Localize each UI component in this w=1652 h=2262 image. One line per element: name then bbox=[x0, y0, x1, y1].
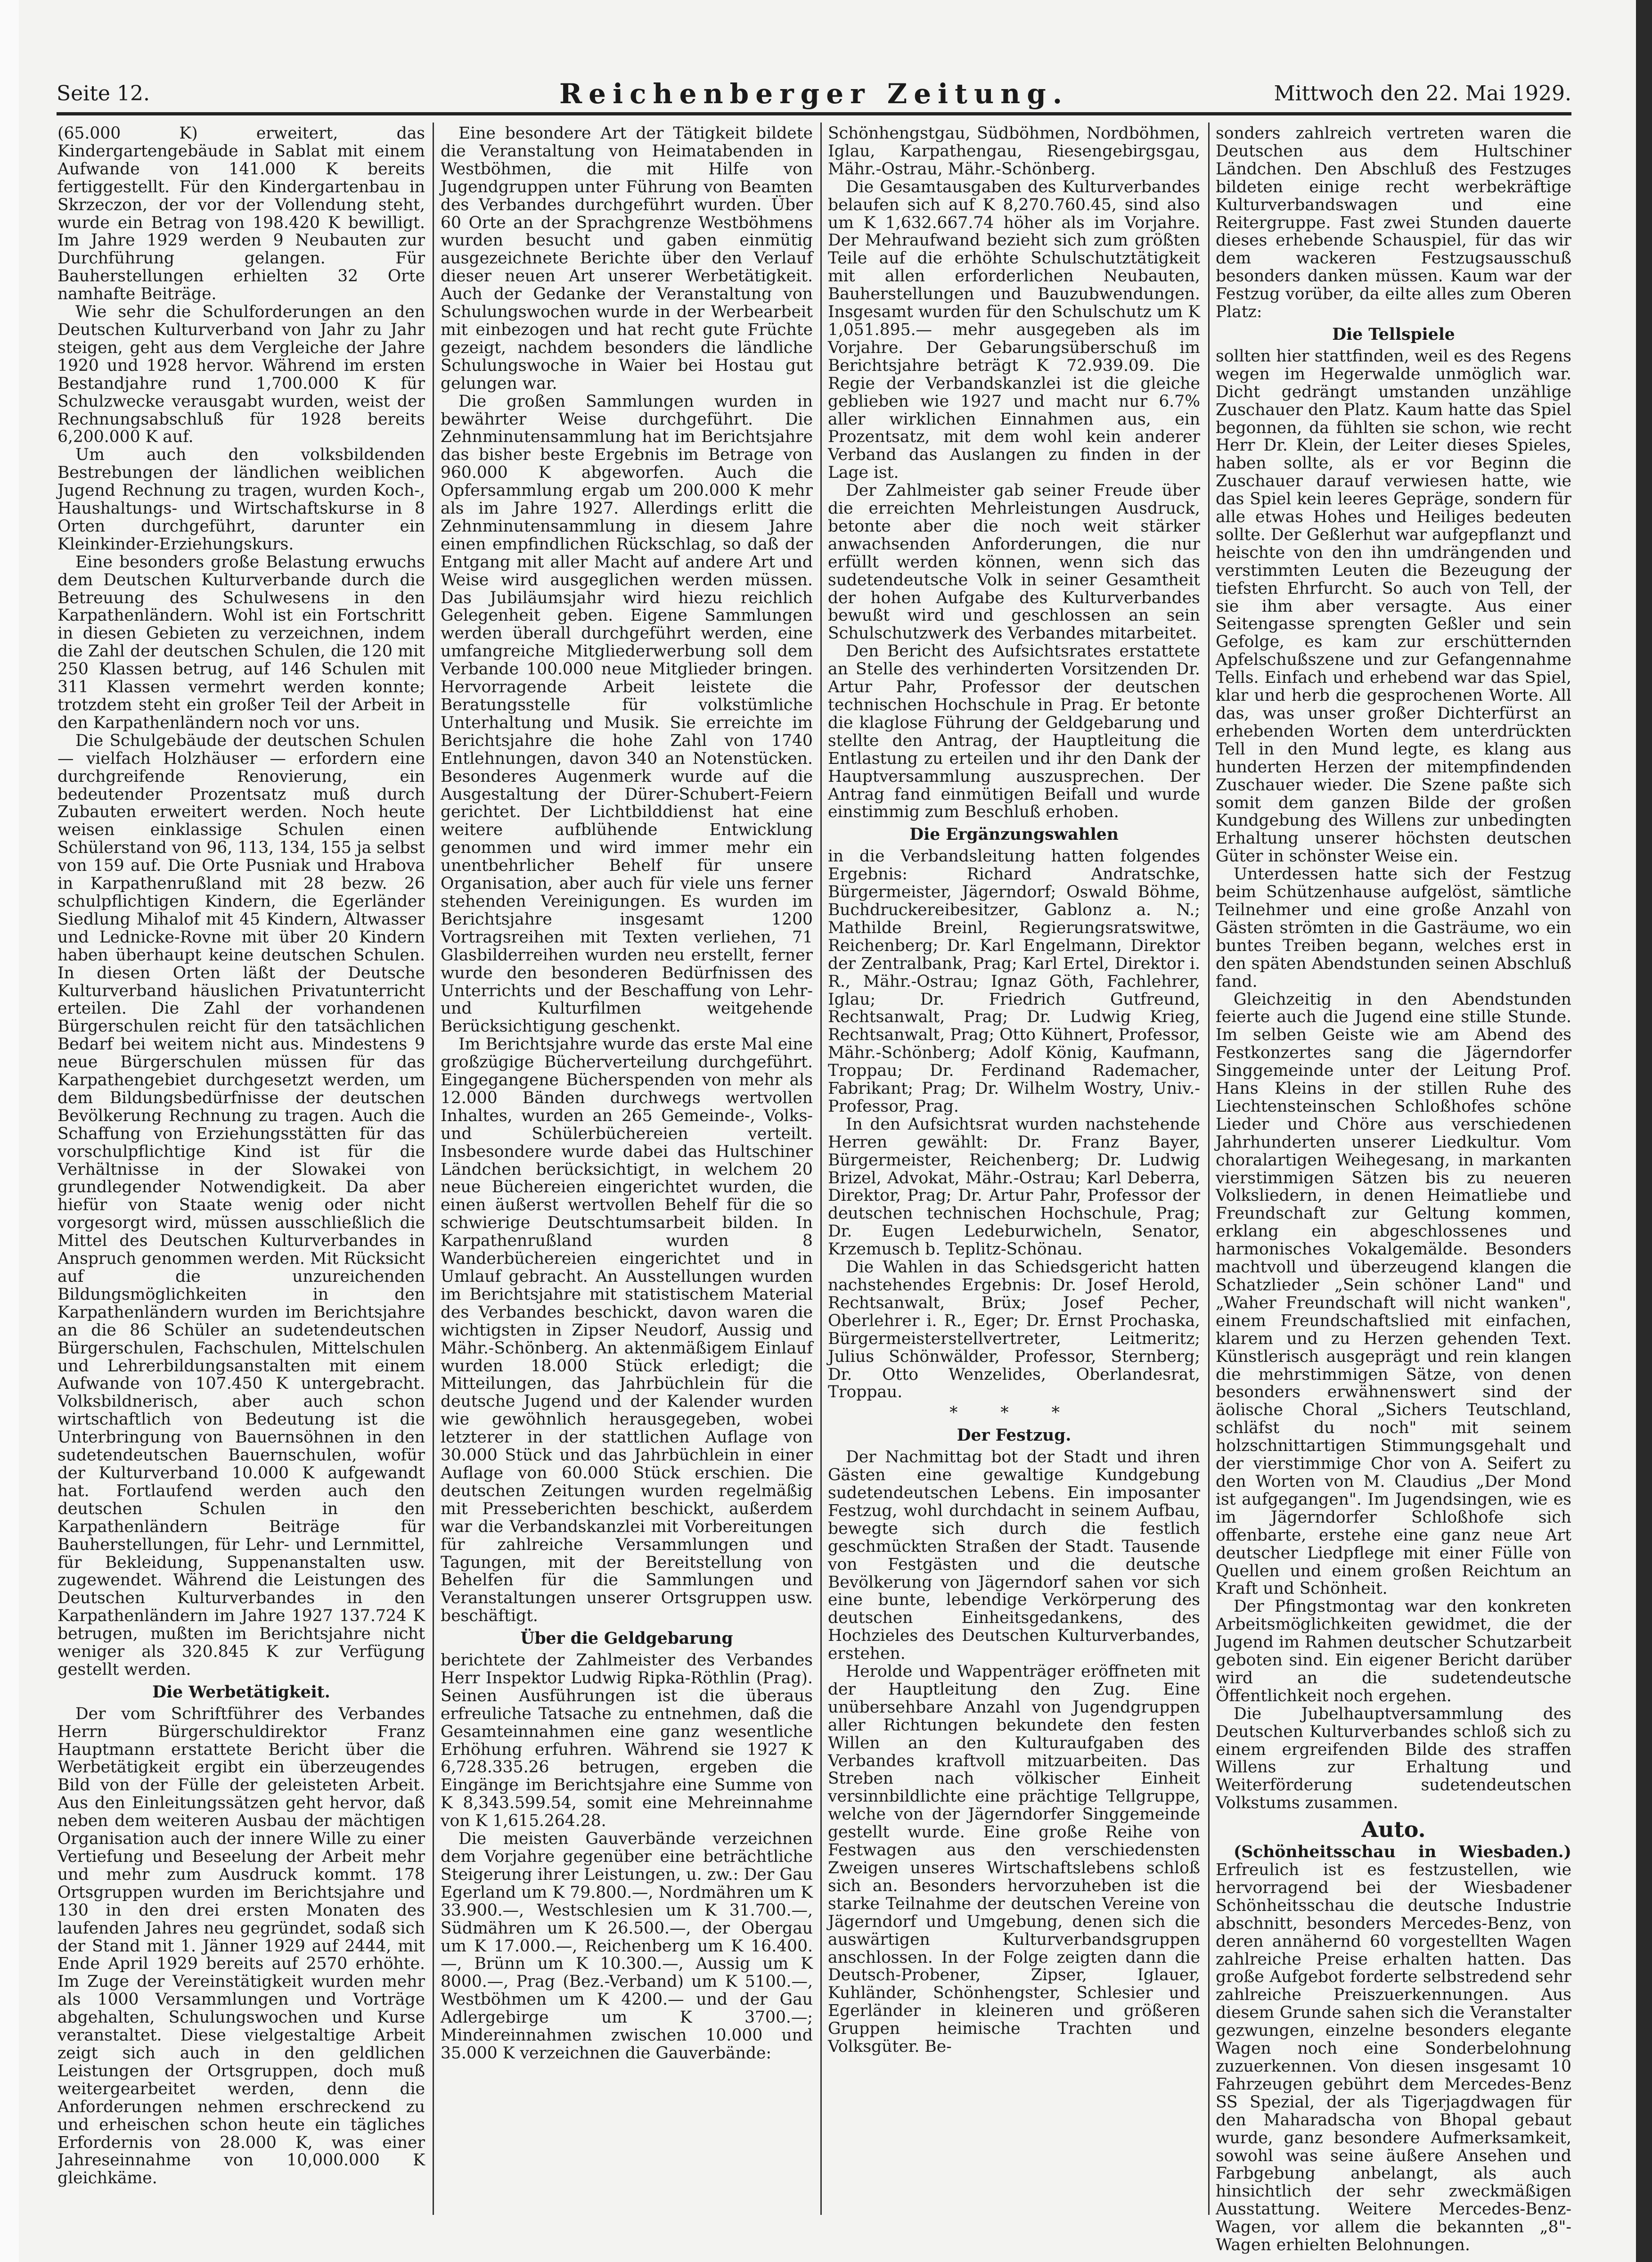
auto-article bbox=[1216, 1844, 1571, 2254]
paragraph: Den Bericht des Aufsichtsrates erstattete an Stelle des verhinderten Vorsitzenden Dr. Artur Pahr, Professor der deutschen technischen Hochschule in Prag. Er betonte die klaglose Führung der Geldgebarung und stellte den Antrag, der Hauptleitung die Entlastung zu erteilen und ihr den Dank der Hauptversammlung auszusprechen. Der Antrag fand einmütigen Beifall und wurde einstimmig zum Beschluß erhoben. bbox=[828, 642, 1200, 822]
paragraph: Die großen Sammlungen wurden in bewährter Weise durchgeführt. Die Zehnminutensammlung hat im Berichtsjahre das bisher beste Ergebnis im Betrage von 960.000 K abgeworfen. Auch die Opfersammlung ergab um 200.000 K mehr als im Jahre 1927. Allerdings erlitt die Zehnminutensammlung in diesem Jahre einen empfindlichen Rückschlag, so daß der Entgang mit aller Macht auf andere Art und Weise wird ausgeglichen werden müssen. Das Jubiläumsjahr wird hiezu reichlich Gelegenheit geben. Eigene Sammlungen werden überall durchgeführt werden, eine umfangreiche Mitgliederwerbung soll dem Verbande 100.000 neue Mitglieder bringen. Hervorragende Arbeit leistete die Beratungsstelle für volkstümliche Unterhaltung und Musik. Sie erreichte im Berichtsjahre die hohe Zahl von 1740 Entlehnungen, davon 340 an Notenstücken. Besonderes Augenmerk wurde auf die Ausgestaltung der Dürer-Schubert-Feiern gerichtet. Der Lichtbilddienst hat eine weitere aufblühende Entwicklung genommen und wird immer mehr ein unentbehrlicher Behelf für unsere Organisation, aber auch für viele uns ferner stehenden Vereinigungen. Es wurden im Berichtsjahre insgesamt 1200 Vortragsreihen mit Texten verliehen, 71 Glasbilderreihen wurden neu erstellt, ferner wurde den besonderen Bedürfnissen des Unterrichts und der Beschaffung von Lehr- und Kulturfilmen weitgehende Berücksichtigung geschenkt. bbox=[441, 392, 813, 1036]
article-lead: (Schönheitsschau in Wiesbaden.) bbox=[1234, 1843, 1571, 1862]
section-heading: Die Tellspiele bbox=[1332, 325, 1455, 344]
paragraph: Die Gesamtausgaben des Kulturverbandes belaufen sich auf K 8,270.760.45, sind also um K 1,632.667.74 höher als im Vorjahre. Der Mehraufwand bezieht sich zum größten Teile auf die erhöhte Schulschutztätigkeit mit allen erforderlichen Neubauten, Bauherstellungen und Bauzubwendungen. Insgesamt wurden für den Schulschutz um K 1,051.895.— mehr ausgegeben als im Vorjahre. Der Gebarungsüberschuß im Berichtsjahre beträgt K 72.939.09. Die Regie der Verbandskanzlei ist die gleiche geblieben wie 1927 und macht nur 6.7% aller wirklichen Einnahmen aus, ein Prozentsatz, mit dem wohl kein anderer Verband das Auslangen zu finden in der Lage ist. bbox=[828, 177, 1200, 483]
column-2 bbox=[441, 125, 813, 2215]
paragraph: Gleichzeitig in den Abendstunden feierte auch die Jugend eine stille Stunde. Im selben Geiste wie am Abend des Festkonzertes sang die Jägerndorfer Singgemeinde unter der Leitung Prof. Hans Kleins in der stillen Ruhe des Liechtensteinschen Schloßhofes schöne Lieder und Chöre aus verschiedenen Jahrhunderten unserer Liedkultur. Vom choralartigen Weihegesang, in markanten vierstimmigen Sätzen bis zu neueren Volksliedern, in denen Heimatliebe und Freundschaft zur Geltung kommen, erklang ein abgeschlossenes und harmonisches Vokalgemälde. Besonders machtvoll und überzeugend klangen die Schatzlieder „Sein schöner Land" und „Waher Freundschaft will nicht wanken", einem Freundschaftslied mit einfachen, klarem und zu Herzen gehenden Text. Künstlerisch ausgeprägt und rein klangen die mehrstimmigen Sätze, von denen besonders erwähnenswert sind der äolische Choral „Sichers Teutschland, schläfst du noch" mit seinem holzschnittartigen Stimmungsgehalt und der vierstimmige Chor von A. Seifert zu den Worten von M. Claudius „Der Mond ist aufgegangen". Im Jugendsingen, wie es im Jägerndorfer Schloßhofe sich offenbarte, erstehe eine ganz neue Art deutscher Liedpflege mit einer Fülle von Quellen und einem großen Reichtum an Kraft und Schönheit. bbox=[1216, 990, 1571, 1598]
paragraph: berichtete der Zahlmeister des Verbandes Herr Inspektor Ludwig Ripka-Röthlin (Prag). Seinen Ausführungen ist die überaus erfreuliche Tatsache zu entnehmen, daß die Gesamteinnahmen eine ganz wesentliche Erhöhung erfuhren. Während sie 1927 K 6,728.335.26 betrugen, ergeben die Eingänge im Berichtsjahre eine Summe von K 8,343.599.54, somit eine Mehreinnahme von K 1,615.264.28. bbox=[441, 1651, 813, 1831]
paragraph: Die Wahlen in das Schiedsgericht hatten nachstehendes Ergebnis: Dr. Josef Herold, Rechtsanwalt, Brüx; Josef Pecher, Oberlehrer i. R., Eger; Dr. Ernst Prochaska, Bürgermeisterstellvertreter, Leitmeritz; Julius Schönwälder, Professor, Sternberg; Dr. Otto Wenzelides, Oberlandesrat, Troppau. bbox=[828, 1258, 1200, 1402]
scan-margin-left bbox=[0, 0, 19, 2262]
column-divider bbox=[433, 123, 434, 2215]
paragraph: Der vom Schriftführer des Verbandes Herrn Bürgerschuldirektor Franz Hauptmann erstattete Bericht über die Werbetätigkeit ergibt ein überzeugendes Bild von der Fülle der geleisteten Arbeit. Aus den Einleitungssätzen geht hervor, daß neben dem weiteren Ausbau der mächtigen Organisation auch der innere Wille zu einer Vertiefung und Beseelung der Arbeit mehr und mehr zum Ausdruck kommt. 178 Ortsgruppen wurden im Berichtsjahre und 130 in den drei ersten Monaten des laufenden Jahres neu gegründet, sodaß sich der Stand mit 1. Jänner 1929 auf 2444, mit Ende April 1929 bereits auf 2570 erhöhte. Im Zuge der Vereinstätigkeit wurden mehr als 1000 Versammlungen und Vorträge abgehalten, Schulungswochen und Kurse veranstaltet. Diese vielgestaltige Arbeit zeigt sich auch in den geldlichen Leistungen der Ortsgruppen, doch muß weitergearbeitet werden, denn die Anforderungen nehmen erschreckend zu und erheischen schon heute ein tägliches Erfordernis von 28.000 K, was einer Jahreseinnahme von 10,000.000 K gleichkäme. bbox=[57, 1704, 425, 2188]
page-header bbox=[57, 73, 1571, 111]
paragraph: Herolde und Wappenträger eröffneten mit der Hauptleitung den Zug. Eine unübersehbare Anzahl von Jugendgruppen aller Richtungen bekundete den festen Willen an den Kulturaufgaben des Verbandes kraftvoll mitzuarbeiten. Das Streben nach völkischer Einheit versinnbildlichte eine prächtige Tellgruppe, welche von der Jägerndorfer Singgemeinde gestellt wurde. Eine große Reihe von Festwagen aus den verschiedensten Zweigen unseres Wirtschaftslebens schloß sich an. Besonders hervorzuheben ist die starke Teilnahme der deutschen Vereine von Jägerndorf und Umgebung, denen sich die auswärtigen Kulturverbandsgruppen anschlossen. In der Folge zeigten dann die Deutsch-Probener, Zipser, Iglauer, Kuhländer, Schönhengster, Schlesier und Egerländer in kleineren und größeren Gruppen heimische Trachten und Volksgüter. Be- bbox=[828, 1662, 1200, 2057]
paragraph: Die meisten Gauverbände verzeichnen dem Vorjahre gegenüber eine beträchtliche Steigerung ihrer Leistungen, u. zw.: Der Gau Egerland um K 79.800.—, Nordmähren um K 33.900.—, Westschlesien um K 31.700.—, Südmähren um K 26.500.—, der Obergau um K 17.000.—, Reichenberg um K 16.400.—, Brünn um K 10.300.—, Aussig um K 8000.—, Prag (Bez.-Verband) um K 5100.—, Westböhmen um K 4200.— und der Gau Adlergebirge um K 3700.—; Mindereinnahmen zwischen 10.000 und 35.000 K verzeichnen die Gauverbände: bbox=[441, 1829, 813, 2063]
masthead-title: Reichenberger Zeitung. bbox=[559, 78, 1069, 110]
paragraph: Die Schulgebäude der deutschen Schulen — vielfach Holzhäuser — erfordern eine durchgreifende Renovierung, ein bedeutender Prozentsatz muß durch Zubauten erweitert werden. Noch heute weisen einklassige Schulen einen Schülerstand von 96, 113, 134, 155 ja selbst von 159 auf. Die Orte Pusniak und Hrabova in Karpathenrußland mit 28 bezw. 26 schulpflichtigen Kindern, die Egerländer Siedlung Mihalof mit 45 Kindern, Altwasser und Lednicke-Rovne mit über 20 Kindern haben überhaupt keine deutschen Schulen. In diesen Orten läßt der Deutsche Kulturverband häuslichen Privatunterricht erteilen. Die Zahl der vorhandenen Bürgerschulen reicht für den tatsächlichen Bedarf bei weitem nicht aus. Mindestens 9 neue Bürgerschulen müssen für das Karpathengebiet durchgesetzt werden, um dem Bildungsbedürfnisse der deutschen Bevölkerung Rechnung zu tragen. Auch die Schaffung von Erziehungsstätten für das vorschulpflichtige Kind ist für die Verhältnisse in der Slowakei von grundlegender Notwendigkeit. Da aber hiefür von Staate wenig oder nicht vorgesorgt wird, müssen ausschließlich die Mittel des Deutschen Kulturverbandes in Anspruch genommen werden. Mit Rücksicht auf die unzureichenden Bildungsmöglichkeiten in den Karpathenländern wurden im Berichtsjahre an die 86 Schüler an sudetendeutschen Bürgerschulen, Fachschulen, Mittelschulen und Lehrerbildungsanstalten mit einem Aufwande von 107.450 K untergebracht. Volksbildnerisch, aber auch schon wirtschaftlich von Bedeutung ist die Unterbringung von Bauernsöhnen in den sudetendeutschen Bauernschulen, wofür der Kulturverband 10.000 K aufgewandt hat. Fortlaufend werden auch den deutschen Schulen in den Karpathenländern Beiträge für Bauherstellungen, für Lehr- und Lernmittel, für Bekleidung, Suppenanstalten usw. zugewendet. Während die Leistungen des Deutschen Kulturverbandes in den Karpathenländern im Jahre 1927 137.724 K betrugen, mußten im Berichtsjahre nicht weniger als 320.845 K zur Verfügung gestellt werden. bbox=[57, 731, 425, 1679]
paragraph: Unterdessen hatte sich der Festzug beim Schützenhause aufgelöst, sämtliche Teilnehmer und eine große Anzahl von Gästen strömten in die Gasträume, wo ein buntes Treiben begann, welches erst in den späten Abendstunden seinen Abschluß fand. bbox=[1216, 865, 1571, 991]
paragraph: Eine besondere Art der Tätigkeit bildete die Veranstaltung von Heimatabenden in Westböhmen, die mit Hilfe von Jugendgruppen unter Führung von Beamten des Verbandes durchgeführt wurden. Über 60 Orte an der Sprachgrenze Westböhmens wurden besucht und gaben einmütig ausgezeichnete Berichte über den Verlauf dieser neuen Art unserer Werbetätigkeit. Auch der Gedanke der Veranstaltung von Schulungswochen wurde in der Werbearbeit mit einbezogen und hat recht gute Früchte gezeigt, nachdem besonders die ländliche Schulungswoche in Waier bei Hostau gut gelungen war. bbox=[441, 124, 813, 393]
section-heading: Über die Geldgebarung bbox=[520, 1629, 733, 1648]
paragraph: sonders zahlreich vertreten waren die Deutschen aus dem Hultschiner Ländchen. Den Abschluß des Festzuges bildeten einige recht werbekräftige Kulturverbandswagen und eine Reitergruppe. Fast zwei Stunden dauerte dieses erhebende Schauspiel, für das wir dem wackeren Festzugsausschuß besonders danken müssen. Kaum war der Festzug vorüber, da eilte alles zum Oberen Platz: bbox=[1216, 124, 1571, 322]
section-heading: Die Werbetätigkeit. bbox=[152, 1682, 330, 1702]
paragraph: Die Jubelhauptversammlung des Deutschen Kulturverbandes schloß sich zu einem ergreifenden Bilde des straffen Willens zur Erhaltung und Weiterförderung sudetendeutschen Volkstums zusammen. bbox=[1216, 1704, 1571, 1813]
section-heading: Der Festzug. bbox=[957, 1426, 1071, 1445]
paragraph: Um auch den volksbildenden Bestrebungen der ländlichen weiblichen Jugend Rechnung zu tragen, wurden Koch-, Haushaltungs- und Wirtschaftskurse in 8 Orten durchgeführt, darunter ein Kleinkinder-Erziehungskurs. bbox=[57, 445, 425, 554]
paragraph: Der Pfingstmontag war den konkreten Arbeitsmöglichkeiten gewidmet, die der Jugend im Rahmen deutscher Schutzarbeit geboten sind. Ein eigener Bericht darüber wird an die sudetendeutsche Öffentlichkeit noch ergehen. bbox=[1216, 1597, 1571, 1705]
paragraph: Der Zahlmeister gab seiner Freude über die erreichten Mehrleistungen Ausdruck, betonte aber die noch weit stärker anwachsenden Anforderungen, die nur erfüllt werden können, wenn sich das sudetendeutsche Volk in seiner Gesamtheit der hohen Aufgabe des Kulturverbandes bewußt wird und geschlossen an sein Schulschutzwerk des Verbandes mitarbeitet. bbox=[828, 481, 1200, 643]
column-divider bbox=[820, 123, 822, 2215]
paragraph: sollten hier stattfinden, weil es des Regens wegen im Hegerwalde unmöglich war. Dicht gedrängt umstanden unzählige Zuschauer den Platz. Kaum hatte das Spiel begonnen, da fühlten sie schon, wie recht Herr Dr. Klein, der Leiter dieses Spieles, haben sollte, als er vor Beginn die Zuschauer darauf verwiesen hatte, wie das Spiel kein leeres Gepräge, sondern für alle etwas Hohes und Heiliges bedeuten sollte. Der Geßlerhut war aufgepflanzt und heischte von den ihn umdrängenden und verstimmten Leuten die Bezeugung der tiefsten Ehrfurcht. So auch von Tell, der sie ihm aber versagte. Aus einer Seitengasse sprengten Geßler und sein Gefolge, es kam zur erschütternden Apfelschußszene und zur Gefangennahme Tells. Einfach und erhebend war das Spiel, klar und herb die gesprochenen Worte. All das, was unser großer Dichterfürst an erhebenden Worten dem unterdrückten Tell in den Mund legte, es klang aus hunderten Herzen der mitempfindenden Zuschauer wieder. Die Szene paßte sich somit dem ganzen Bilde der großen Kundgebung des Willens zur unbedingten Erhaltung unserer höchsten deutschen Güter in schönster Weise ein. bbox=[1216, 346, 1571, 866]
column-3 bbox=[828, 125, 1200, 2215]
paragraph: Der Nachmittag bot der Stadt und ihren Gästen eine gewaltige Kundgebung sudetendeutschen Lebens. Ein imposanter Festzug, wohl durchdacht in seinem Aufbau, bewegte sich durch die festlich geschmückten Straßen der Stadt. Tausende von Festgästen und die deutsche Bevölkerung von Jägerndorf sahen vor sich eine bunte, lebendige Verkörperung des deutschen Einheitsgedankens, des Hochzieles des Deutschen Kulturverbandes, erstehen. bbox=[828, 1448, 1200, 1664]
column-1 bbox=[57, 125, 425, 2215]
article-body: Erfreulich ist es festzustellen, wie hervorragend bei der Wiesbadener Schönheitsschau die deutsche Industrie abschnitt, besonders Mercedes-Benz, von deren annähernd 60 vorgestellten Wagen zahlreiche Preise erhalten hatten. Das große Aufgebot forderte selbstredend sehr zahlreiche Preiszuerkennungen. Aus diesem Grunde sahen sich die Veranstalter gezwungen, einzelne besonders elegante Wagen noch eine Sonderbelohnung zuzuerkennen. Von diesen insgesamt 10 Fahrzeugen gebührt dem Mercedes-Benz SS Spezial, der als Tigerjagdwagen für den Maharadscha von Bhopal gebaut wurde, ganz besondere Aufmerksamkeit, sowohl was seine äußere Ansehen und Farbgebung anbelangt, als auch hinsichtlich der sehr zweckmäßigen Ausstattung. Weitere Mercedes-Benz-Wagen, vor allem die bekannten „8"-Wagen erhielten Belohnungen. bbox=[1216, 1860, 1571, 2255]
section-heading: Die Ergänzungswahlen bbox=[909, 825, 1119, 844]
paragraph: In den Aufsichtsrat wurden nachstehende Herren gewählt: Dr. Franz Bayer, Bürgermeister, Reichenberg; Dr. Ludwig Brizel, Advokat, Mähr.-Ostrau; Karl Deberra, Direktor, Prag; Dr. Artur Pahr, Professor der deutschen technischen Hochschule, Prag; Dr. Eugen Ledeburwicheln, Senator, Krzemusch b. Teplitz-Schönau. bbox=[828, 1115, 1200, 1259]
paragraph: Wie sehr die Schulforderungen an den Deutschen Kulturverband von Jahr zu Jahr steigen, geht aus dem Vergleiche der Jahre 1920 und 1928 hervor. Während im ersten Bestandjahre rund 1,700.000 K für Schulzwecke verausgabt wurden, weist der Rechnungsabschluß für 1928 bereits 6,200.000 K auf. bbox=[57, 303, 425, 447]
page-number: Seite 12. bbox=[57, 82, 150, 106]
paragraph: in die Verbandsleitung hatten folgendes Ergebnis: Richard Andratschke, Bürgermeister, Jägerndorf; Oswald Böhme, Buchdruckereibesitzer, Gablonz a. N.; Mathilde Breinl, Regierungsratswitwe, Reichenberg; Dr. Karl Engelmann, Direktor der Zentralbank, Prag; Karl Ertel, Direktor i. R., Mähr.-Ostrau; Ignaz Göth, Fachlehrer, Iglau; Dr. Friedrich Gutfreund, Rechtsanwalt, Prag; Dr. Ludwig Krieg, Rechtsanwalt, Prag; Otto Kühnert, Professor, Mähr.-Schönberg; Adolf König, Kaufmann, Troppau; Dr. Ferdinand Rademacher, Fabrikant; Prag; Dr. Wilhelm Wostry, Univ.-Professor, Prag. bbox=[828, 847, 1200, 1116]
issue-date: Mittwoch den 22. Mai 1929. bbox=[1274, 82, 1571, 106]
scan-margin-right bbox=[1636, 0, 1652, 2262]
paragraph: Im Berichtsjahre wurde das erste Mal eine großzügige Bücherverteilung durchgeführt. Eingegangene Bücherspenden von mehr als 12.000 Bänden durchwegs wertvollen Inhaltes, wurden an 265 Gemeinde-, Volks- und Schülerbüchereien verteilt. Insbesondere wurde dabei das Hultschiner Ländchen berücksichtigt, in welchem 20 neue Büchereien eingerichtet wurden, die einen äußerst wertvollen Behelf für die so schwierige Deutschtumsarbeit bilden. In Karpathenrußland wurden 8 Wanderbüchereien eingerichtet und in Umlauf gebracht. An Ausstellungen wurden im Berichtsjahre mit statistischem Material des Verbandes beschickt, davon waren die wichtigsten in Zipser Neudorf, Aussig und Mähr.-Schönberg. An aktenmäßigem Einlauf wurden 18.000 Stück erledigt; die Mitteilungen, das Jahrbüchlein für die deutsche Jugend und der Kalender wurden wie gewöhnlich herausgegeben, wobei letzterer in der stattlichen Auflage von 30.000 Stück und das Jahrbüchlein in einer Auflage von 60.000 Stück erschien. Die deutschen Zeitungen wurden regelmäßig mit Presseberichten beschickt, außerdem war die Verbandskanzlei mit Vorbereitungen für zahlreiche Versammlungen und Tagungen, mit der Bereitstellung von Behelfen für die Sammlungen und Veranstaltungen unserer Ortsgruppen usw. beschäftigt. bbox=[441, 1035, 813, 1626]
paragraph: (65.000 K) erweitert, das Kindergartengebäude in Sablat mit einem Aufwande von 141.000 K bereits fertiggestellt. Für den Kindergartenbau in Skrzeczon, der vor der Vollendung steht, wurde ein Betrag von 198.420 K bewilligt. Im Jahre 1929 werden 9 Neubauten zur Durchführung gelangen. Für Bauherstellungen erhielten 32 Orte namhafte Beiträge. bbox=[57, 124, 425, 304]
section-separator: * * * bbox=[949, 1403, 1079, 1423]
header-rule bbox=[57, 112, 1571, 115]
column-divider bbox=[1208, 123, 1210, 2215]
rubric-title: Auto. bbox=[1361, 1817, 1426, 1843]
column-4 bbox=[1216, 124, 1571, 2255]
paragraph: Schönhengstgau, Südböhmen, Nordböhmen, Iglau, Karpathengau, Riesengebirgsgau, Mähr.-Ostrau, Mähr.-Schönberg. bbox=[828, 124, 1200, 179]
paragraph: Eine besonders große Belastung erwuchs dem Deutschen Kulturverbande durch die Betreuung des Schulwesens in den Karpathenländern. Wohl ist ein Fortschritt in diesen Gebieten zu verzeichnen, indem die Zahl der deutschen Schulen, die 120 mit 250 Klassen betrug, auf 146 Schulen mit 311 Klassen vermehrt werden konnte; trotzdem steht ein großer Teil der Arbeit in den Karpathenländern noch vor uns. bbox=[57, 552, 425, 732]
